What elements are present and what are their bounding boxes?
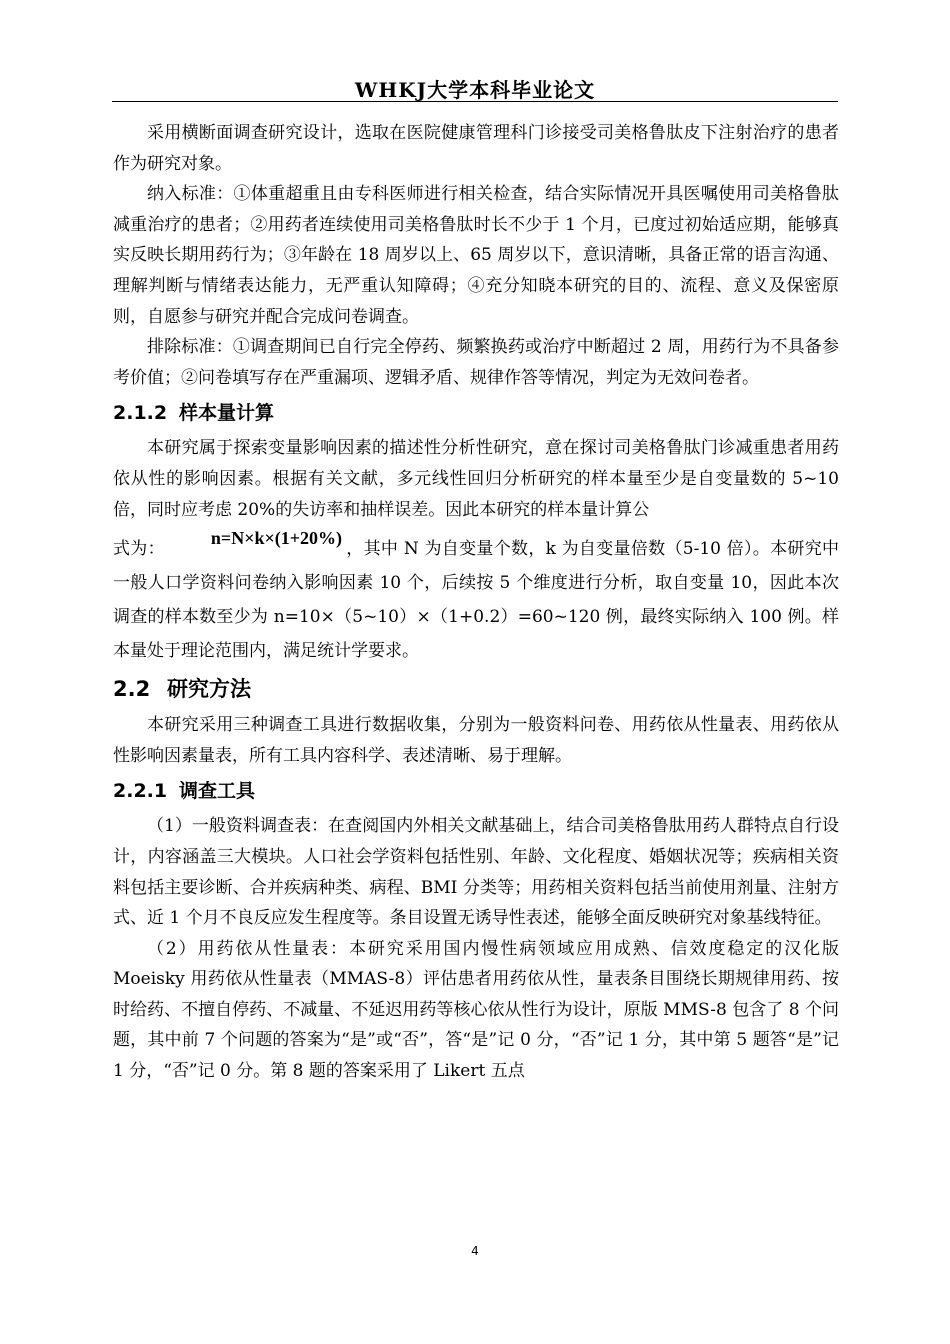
page-number: 4	[471, 1244, 479, 1258]
paragraph-sample-size: 本研究属于探索变量影响因素的描述性分析性研究，意在探讨司美格鲁肽门诊减重患者用药依从性的影响因素。根据有关文献，多元线性回归分析研究的样本量至少是自变量数的 5~10 倍，同时应考虑 20%的失访率和抽样误差。因此本研究的样本量计算公	[113, 438, 839, 520]
heading-title: 调查工具	[179, 780, 256, 803]
heading-title: 研究方法	[167, 677, 251, 702]
formula-suffix: ，其中 N 为自变量个数，k 为自变量倍数（5-10 倍）。本研究中一般人口学资料问卷纳入影响因素 10 个，后续按 5 个维度进行分析，取自变量 10，因此本次调查的样本数至少为 n=10×（5~10）×（1+0.2）=60~120 例，最终实际纳入 100 例。样本量处于理论范围内，满足统计学要求。	[113, 539, 840, 662]
header-divider	[112, 101, 838, 102]
heading-2-1-2	[113, 393, 839, 433]
page-header-title: WHKJ大学本科毕业论文	[354, 78, 596, 102]
body-content	[113, 118, 839, 1087]
paragraph-formula	[113, 528, 840, 668]
sample-size-formula: n=N×k×(1+20%)	[210, 528, 342, 549]
heading-number: 2.2	[113, 677, 151, 702]
heading-number: 2.2.1	[113, 780, 168, 803]
heading-2-2-1	[113, 771, 839, 811]
heading-title: 样本量计算	[179, 402, 275, 425]
heading-number: 2.1.2	[113, 402, 168, 425]
paragraph-inclusion-criteria: 纳入标准：①体重超重且由专科医师进行相关检查，结合实际情况开具医嘱使用司美格鲁肽减重治疗的患者；②用药者连续使用司美格鲁肽时长不少于 1 个月，已度过初始适应期，能够真实反映长期用药行为；③年龄在 18 周岁以上、65 周岁以下，意识清晰，具备正常的语言沟通、理解判断与情绪表达能力，无严重认知障碍；④充分知晓本研究的目的、流程、意义及保密原则，自愿参与研究并配合完成问卷调查。	[113, 184, 839, 327]
heading-2-2	[113, 668, 839, 710]
paragraph-exclusion-criteria: 排除标准：①调查期间已自行完全停药、频繁换药或治疗中断超过 2 周，用药行为不具备参考价值；②问卷填写存在严重漏项、逻辑矛盾、规律作答等情况，判定为无效问卷者。	[113, 337, 839, 388]
paragraph-methods: 本研究采用三种调查工具进行数据收集，分别为一般资料问卷、用药依从性量表、用药依从性影响因素量表，所有工具内容科学、表述清晰、易于理解。	[113, 715, 839, 766]
paragraph-general-questionnaire: （1）一般资料调查表：在查阅国内外相关文献基础上，结合司美格鲁肽用药人群特点自行设计，内容涵盖三大模块。人口社会学资料包括性别、年龄、文化程度、婚姻状况等；疾病相关资料包括主要诊断、合并疾病种类、病程、BMI 分类等；用药相关资料包括当前使用剂量、注射方式、近 1 个月不良反应发生程度等。条目设置无诱导性表述，能够全面反映研究对象基线特征。	[113, 816, 839, 929]
formula-prefix: 式为：	[113, 539, 165, 560]
paragraph-study-design: 采用横断面调查研究设计，选取在医院健康管理科门诊接受司美格鲁肽皮下注射治疗的患者作为研究对象。	[113, 123, 839, 174]
paragraph-adherence-scale: （2）用药依从性量表：本研究采用国内慢性病领域应用成熟、信效度稳定的汉化版 Moeisky 用药依从性量表（MMAS-8）评估患者用药依从性，量表条目围绕长期规律用药、按时给药、不擅自停药、不减量、不延迟用药等核心依从性行为设计，原版 MMS-8 包含了 8 个问题，其中前 7 个问题的答案为“是”或“否”，答“是”记 0 分，“否”记 1 分，其中第 5 题答“是”记 1 分，“否”记 0 分。第 8 题的答案采用了 Likert 五点	[113, 938, 839, 1082]
